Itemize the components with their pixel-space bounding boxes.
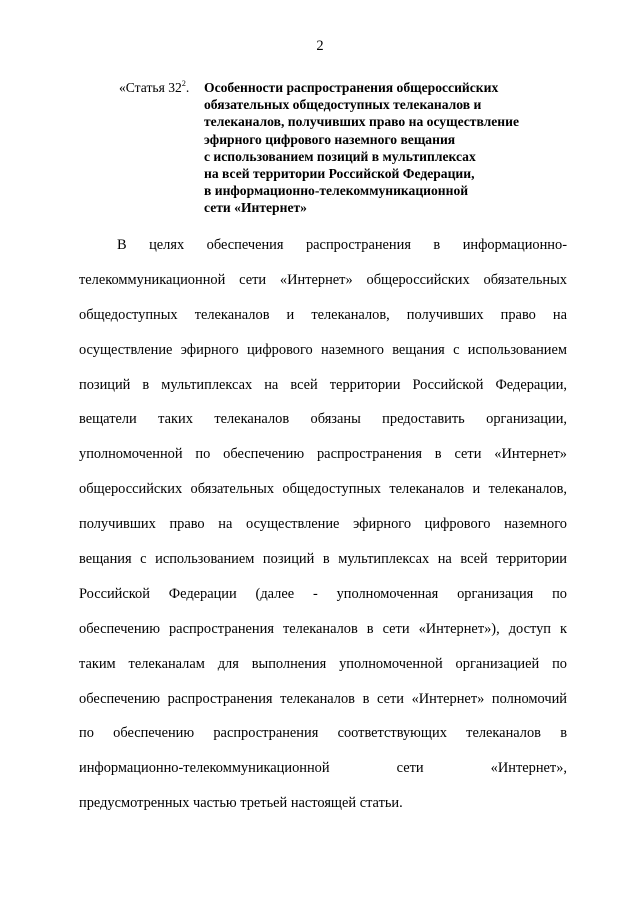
- body-line: общедоступных телеканалов и телеканалов, получивших право на: [79, 306, 567, 323]
- article-title-line: Особенности распространения общероссийских: [204, 80, 499, 95]
- body-line: обеспечению распространения телеканалов в сети «Интернет» полномочий: [79, 690, 567, 707]
- body-line: Российской Федерации (далее - уполномоченная организация по: [79, 585, 567, 602]
- article-title-line: сети «Интернет»: [204, 200, 307, 216]
- article-label: [119, 79, 189, 98]
- article-label-text: «Статья 32: [119, 80, 182, 95]
- article-title-line: телеканалов, получивших право на осуществление: [204, 114, 519, 130]
- article-title-line: с использованием позиций в мультиплексах: [204, 148, 476, 164]
- body-line: предусмотренных частью третьей настоящей статьи.: [79, 795, 403, 812]
- article-title-line: в информационно-телекоммуникационной: [204, 183, 469, 199]
- body-line: таким телеканалам для выполнения уполномоченной организацией по: [79, 655, 567, 672]
- page-number: 2: [316, 38, 324, 54]
- article-title: [204, 79, 604, 217]
- body-line: обеспечению распространения телеканалов в сети «Интернет»), доступ к: [79, 620, 567, 637]
- body-line: получивших право на осуществление эфирного цифрового наземного: [79, 516, 567, 533]
- article-label-period: .: [185, 80, 190, 95]
- body-line: вещатели таких телеканалов обязаны предоставить организации,: [79, 411, 567, 428]
- body-line: общероссийских обязательных общедоступных телеканалов и телеканалов,: [79, 481, 567, 498]
- body-line: позиций в мультиплексах на всей территории Российской Федерации,: [79, 376, 567, 393]
- article-title-line: на всей территории Российской Федерации,: [204, 166, 475, 182]
- body-line: информационно-телекоммуникационной сети «Интернет»,: [79, 760, 567, 777]
- article-number-superscript: 2: [181, 79, 186, 88]
- body-line: вещания с использованием позиций в мультиплексах на всей территории: [79, 551, 567, 568]
- article-title-line: обязательных общедоступных телеканалов и: [204, 97, 482, 113]
- body-line: В целях обеспечения распространения в информационно-: [117, 237, 567, 253]
- body-line: по обеспечению распространения соответствующих телеканалов в: [79, 725, 567, 742]
- body-line: телекоммуникационной сети «Интернет» общероссийских обязательных: [79, 271, 567, 288]
- body-line: уполномоченной по обеспечению распространения в сети «Интернет»: [79, 446, 567, 463]
- article-title-line: эфирного цифрового наземного вещания: [204, 131, 456, 147]
- body-paragraph: [79, 228, 567, 821]
- body-line: осуществление эфирного цифрового наземного вещания с использованием: [79, 341, 567, 358]
